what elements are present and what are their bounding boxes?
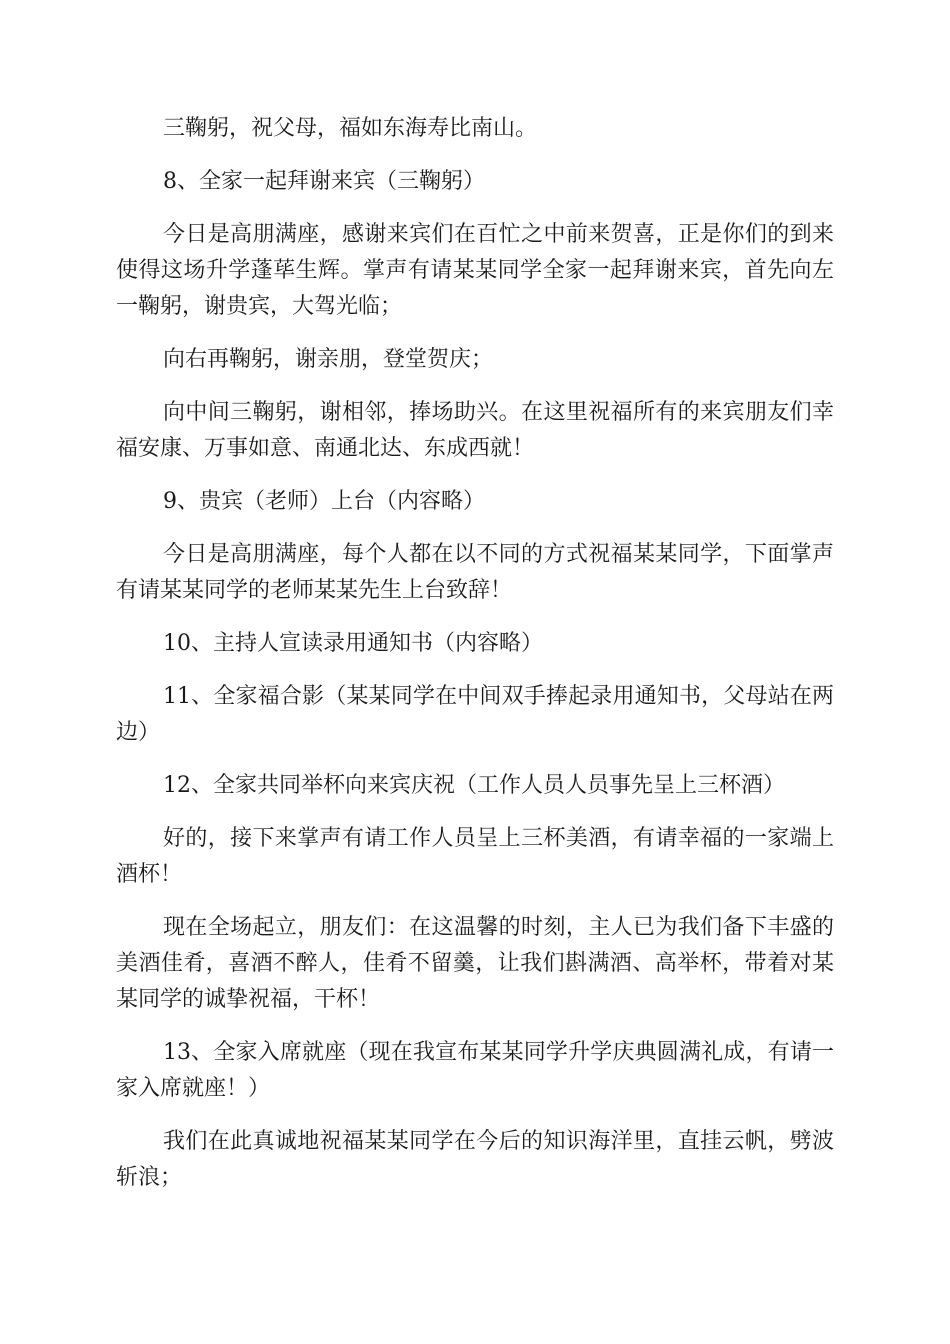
heading-step-10: 10、主持人宣读录用通知书（内容略） [163, 631, 543, 656]
heading-step-9: 9、贵宾（老师）上台（内容略） [163, 489, 485, 514]
paragraph-toast: 现在全场起立，朋友们：在这温馨的时刻，主人已为我们备下丰盛的美酒佳肴，喜酒不醉人，佳肴不留羹，让我们斟满酒、高举杯，带着对某某同学的诚挚祝福，干杯！ [116, 915, 834, 1012]
paragraph-bow-right: 向右再鞠躬，谢亲朋，登堂贺庆； [163, 347, 494, 372]
heading-step-11: 11、全家福合影（某某同学在中间双手捧起录用通知书，父母站在两边） [116, 684, 834, 745]
heading-step-8: 8、全家一起拜谢来宾（三鞠躬） [163, 169, 485, 194]
paragraph-bow-center: 向中间三鞠躬，谢相邻，捧场助兴。在这里祝福所有的来宾朋友们幸福安康、万事如意、南通北达、东成西就！ [116, 400, 834, 461]
paragraph-thank-guests: 今日是高朋满座，感谢来宾们在百忙之中前来贺喜，正是你们的到来使得这场升学蓬荜生辉。掌声有请某某同学全家一起拜谢来宾，首先向左一鞠躬，谢贵宾，大驾光临； [116, 222, 834, 319]
paragraph-bless-parents: 三鞠躬，祝父母，福如东海寿比南山。 [163, 116, 538, 141]
paragraph-teacher-speech: 今日是高朋满座，每个人都在以不同的方式祝福某某同学，下面掌声有请某某同学的老师某某先生上台致辞！ [116, 542, 834, 603]
heading-step-13: 13、全家入席就座（现在我宣布某某同学升学庆典圆满礼成，有请一家入席就座！） [116, 1040, 834, 1101]
paragraph-final-blessing: 我们在此真诚地祝福某某同学在今后的知识海洋里，直挂云帆，劈波斩浪； [116, 1129, 834, 1190]
heading-step-12: 12、全家共同举杯向来宾庆祝（工作人员人员事先呈上三杯酒） [163, 773, 785, 798]
paragraph-raise-glasses: 好的，接下来掌声有请工作人员呈上三杯美酒，有请幸福的一家端上酒杯！ [116, 826, 834, 887]
document-body [116, 111, 834, 1213]
